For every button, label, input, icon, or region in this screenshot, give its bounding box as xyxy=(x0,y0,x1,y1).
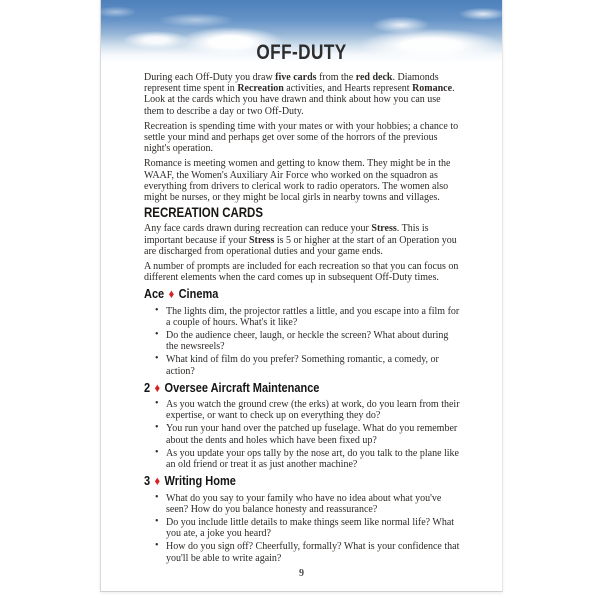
prompt-item xyxy=(144,330,462,352)
prompt-item xyxy=(144,423,462,445)
rulebook-page xyxy=(100,0,503,592)
bullet-icon: • xyxy=(155,422,159,434)
card-name: Writing Home xyxy=(164,474,236,489)
intro-paragraph-3: Romance is meeting women and getting to know them. They might be in the WAAF, the Women's Auxiliary Air Force who worked on the squadron as everything from drivers to clerical work to radio operators. The women also might be nurses, or they might be local girls in nearby towns and villages. xyxy=(144,158,451,204)
bullet-icon: • xyxy=(155,398,159,410)
prompt-item xyxy=(144,399,462,421)
prompt-list-writing-home xyxy=(144,493,462,564)
card-heading-writing-home xyxy=(144,476,424,487)
card-rank: 2 xyxy=(144,380,151,395)
prompt-text: The lights dim, the projector rattles a little, and you escape into a film for a couple of hours. What's it like? xyxy=(166,305,460,328)
intro-paragraph-2: Recreation is spending time with your mates or with your hobbies; a chance to settle your mind and perhaps get over some of the horrors of the previous night's operation. xyxy=(144,120,459,155)
card-name: Cinema xyxy=(178,287,219,302)
prompt-item xyxy=(144,448,462,470)
prompt-list-maintenance xyxy=(144,399,462,470)
prompt-text: As you update your ops tally by the nose art, do you talk to the plane like an old friend or treat it as just another machine? xyxy=(166,447,459,471)
prompt-text: What kind of film do you prefer? Something romantic, a comedy, or action? xyxy=(166,354,439,377)
prompt-text: What do you say to your family who have no idea about what you've seen? How do you balance honesty and reassurance? xyxy=(166,492,442,515)
prompt-text: How do you sign off? Cheerfully, formally? What is your confidence that you'll be able to write again? xyxy=(166,541,460,564)
prompt-text: Do you include little details to make things seem like normal life? What you ate, a joke you heard? xyxy=(166,516,455,540)
page-number: 9 xyxy=(299,568,304,579)
sky-banner xyxy=(101,0,502,66)
prompt-item xyxy=(144,541,462,563)
prompt-text: Do the audience cheer, laugh, or heckle the screen? What about during the newsreels? xyxy=(166,330,449,353)
prompt-list-cinema xyxy=(144,306,462,377)
bullet-icon: • xyxy=(155,540,159,552)
prompt-item xyxy=(144,354,462,376)
intro-paragraph-1: During each Off-Duty you draw five cards from the red deck. Diamonds represent time spent in Recreation activities, and Hearts represent Romance. Look at the cards which you have drawn and think about how you can use them to describe a day or two Off-Duty. xyxy=(144,72,455,117)
bullet-icon: • xyxy=(155,353,159,365)
prompt-item xyxy=(144,517,462,539)
prompt-item xyxy=(144,493,462,515)
bullet-icon: • xyxy=(155,491,159,503)
card-rank: Ace xyxy=(144,287,165,302)
diamond-icon: ♦ xyxy=(168,287,175,302)
prompt-item xyxy=(144,306,462,328)
bullet-icon: • xyxy=(155,304,159,316)
recreation-paragraph-1: Any face cards drawn during recreation can reduce your Stress. This is important because if your Stress is 5 or higher at the start of an Operation you are discharged from operational duties and your game ends. xyxy=(144,223,457,257)
card-heading-maintenance xyxy=(144,380,424,395)
prompt-text: As you watch the ground crew (the erks) at work, do you learn from their expertise, or want to check up on everything they do? xyxy=(166,399,460,422)
page-content xyxy=(101,66,502,564)
section-heading-recreation-cards: RECREATION CARDS xyxy=(144,205,264,221)
recreation-paragraph-2: A number of prompts are included for each recreation so that you can focus on different elements when the card comes up in subsequent Off-Duty times. xyxy=(144,261,459,284)
bullet-icon: • xyxy=(155,515,159,527)
card-name: Oversee Aircraft Maintenance xyxy=(164,380,320,395)
bullet-icon: • xyxy=(155,446,159,458)
bullet-icon: • xyxy=(155,329,159,341)
diamond-icon: ♦ xyxy=(154,474,161,489)
card-heading-cinema xyxy=(144,289,424,300)
diamond-icon: ♦ xyxy=(154,380,161,395)
prompt-text: You run your hand over the patched up fuselage. What do you remember about the dents and holes which have been fixed up? xyxy=(166,423,458,446)
card-rank: 3 xyxy=(144,474,151,489)
page-title: OFF-DUTY xyxy=(256,41,347,64)
